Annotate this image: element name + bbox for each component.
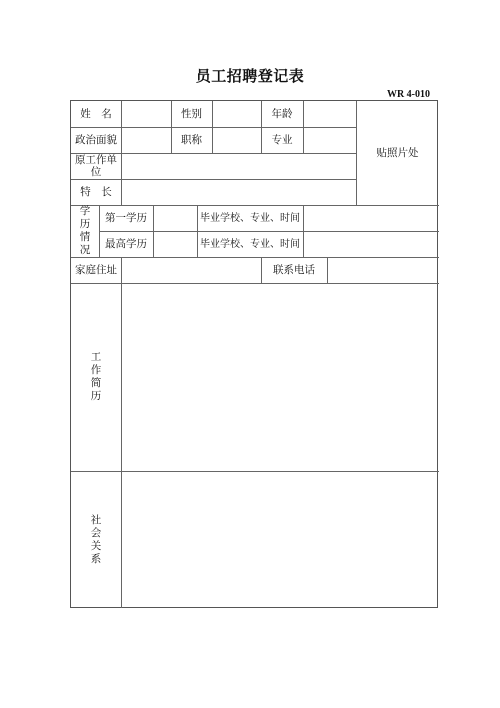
education-section-label: [71, 205, 99, 257]
work-history-label-char: 工: [90, 351, 102, 363]
school-major-time-label-2: 毕业学校、专业、时间: [200, 238, 300, 250]
name-label: 姓 名: [80, 108, 112, 120]
political-status-label: 政治面貌: [75, 134, 117, 146]
social-relations-label-char: 关: [90, 539, 102, 552]
specialty-label: 特 长: [80, 186, 112, 198]
form-code: WR 4-010: [386, 89, 430, 100]
social-relations-label-char: 系: [90, 552, 102, 565]
work-history-label-char: 简: [90, 377, 102, 389]
education-label-char: 况: [79, 244, 91, 256]
home-address-label: 家庭住址: [75, 264, 117, 276]
political-status-field[interactable]: [122, 128, 171, 153]
recruitment-form: [70, 100, 438, 608]
age-label: 年龄: [271, 108, 293, 120]
work-history-label: [71, 283, 121, 471]
work-history-field[interactable]: [122, 284, 438, 471]
school-major-time-label-1: 毕业学校、专业、时间: [200, 212, 300, 224]
major-field[interactable]: [304, 128, 356, 153]
highest-degree-label: 最高学历: [105, 238, 147, 250]
home-address-field[interactable]: [122, 258, 261, 283]
name-field[interactable]: [122, 102, 171, 127]
gender-label: 性别: [181, 108, 202, 120]
work-history-label-char: 历: [90, 390, 102, 402]
education-label-char: 历: [79, 218, 91, 230]
work-history-label-char: 作: [90, 364, 102, 376]
major-label: 专业: [271, 134, 293, 146]
col-line: [197, 205, 198, 257]
former-employer-label: 原工作单位: [75, 154, 117, 178]
highest-degree-detail-field[interactable]: [304, 232, 438, 257]
gender-field[interactable]: [213, 102, 261, 127]
contact-phone-field[interactable]: [328, 258, 438, 283]
title-rank-label: 职称: [181, 134, 202, 146]
contact-phone-label: 联系电话: [273, 264, 315, 276]
specialty-field[interactable]: [122, 180, 356, 205]
social-relations-label: [71, 471, 121, 608]
social-relations-label-char: 社: [90, 513, 102, 526]
photo-placeholder-label: 贴照片处: [376, 147, 419, 159]
social-relations-label-char: 会: [90, 526, 102, 539]
social-relations-field[interactable]: [122, 472, 438, 608]
age-field[interactable]: [304, 102, 356, 127]
former-employer-field[interactable]: [122, 154, 356, 179]
education-label-char: 学: [79, 205, 91, 217]
form-title: 员工招聘登记表: [195, 67, 305, 85]
title-rank-field[interactable]: [213, 128, 261, 153]
first-degree-field[interactable]: [154, 206, 197, 231]
first-degree-label: 第一学历: [105, 212, 147, 224]
education-label-char: 情: [79, 231, 91, 243]
first-degree-detail-field[interactable]: [304, 206, 438, 231]
highest-degree-field[interactable]: [154, 232, 197, 257]
